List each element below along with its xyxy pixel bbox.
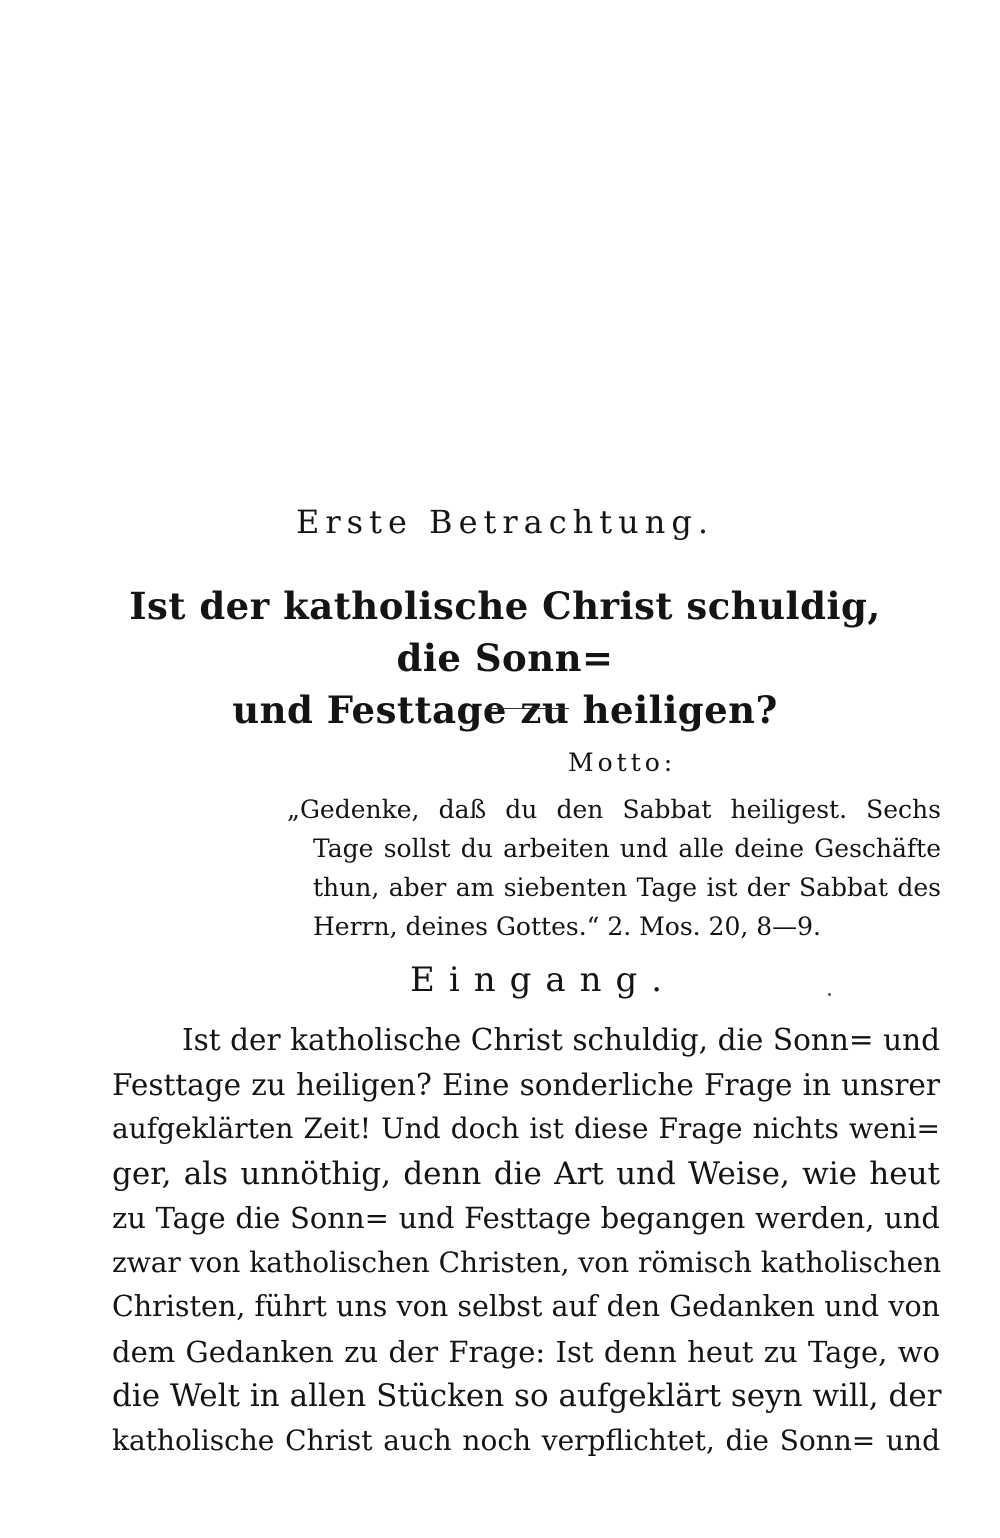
ink-speck (828, 993, 831, 996)
body-line: Christen, führt uns von selbst auf den Gedanken und von (112, 1290, 940, 1323)
body-line: Ist der katholische Christ schuldig, die Sonn= und (182, 1023, 940, 1057)
motto-quote (287, 790, 941, 946)
main-title (110, 580, 900, 736)
body-line: zwar von katholischen Christen, von römisch katholischen (112, 1245, 942, 1279)
body-text (112, 1018, 940, 1463)
motto-line: „Gedenke, daß du den Sabbat heiligest. Sechs (287, 795, 941, 824)
body-line: katholische Christ auch noch verpflichtet, die Sonn= und (112, 1423, 940, 1457)
motto-line: Herrn, deines Gottes.“ 2. Mos. 20, 8—9. (313, 912, 822, 941)
body-line: ger, als unnöthig, denn die Art und Weise, wie heut (112, 1155, 940, 1192)
body-line: die Welt in allen Stücken so aufgeklärt seyn will, der (112, 1378, 942, 1414)
body-line: zu Tage die Sonn= und Festtage begangen werden, und (112, 1201, 940, 1235)
body-line: dem Gedanken zu der Frage: Ist denn heut zu Tage, wo (112, 1334, 940, 1369)
section-title: Erste Betrachtung. (296, 503, 714, 541)
main-title-line-2: und Festtage zu heiligen? (232, 688, 778, 732)
body-line: Festtage zu heiligen? Eine sonderliche Frage in unsrer (112, 1067, 940, 1102)
motto-label: Motto: (568, 748, 677, 777)
motto-line: thun, aber am siebenten Tage ist der Sabbat des (313, 873, 941, 902)
subheading: Eingang. (410, 960, 677, 1000)
motto-line: Tage sollst du arbeiten und alle deine Geschäfte (313, 834, 941, 863)
divider-rule (487, 708, 569, 709)
body-line: aufgeklärten Zeit! Und doch ist diese Frage nichts weni= (112, 1112, 940, 1145)
main-title-line-1: Ist der katholische Christ schuldig, die Sonn= (129, 584, 881, 680)
